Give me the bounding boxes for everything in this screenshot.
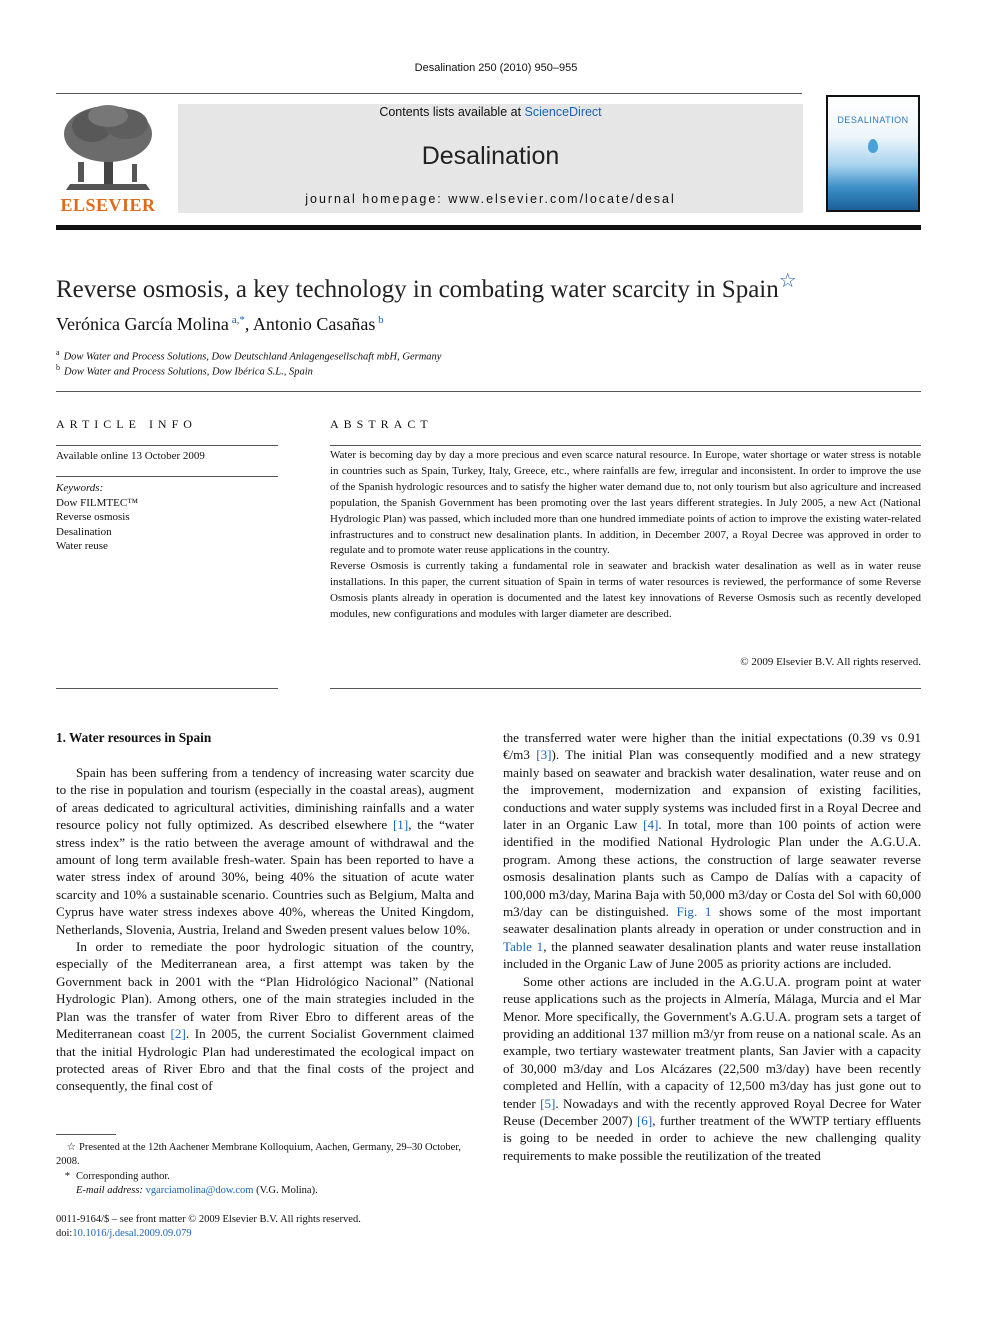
top-rule bbox=[56, 93, 802, 94]
elsevier-logo[interactable] bbox=[56, 102, 160, 216]
footnote-email bbox=[56, 1184, 476, 1198]
author-name[interactable]: Antonio Casañas bbox=[252, 314, 376, 334]
issn-line: 0011-9164/$ – see front matter © 2009 Elsevier B.V. All rights reserved. bbox=[56, 1214, 361, 1225]
keyword: Dow FILMTEC™ bbox=[56, 496, 138, 509]
affiliation-a bbox=[56, 348, 441, 363]
doi-prefix: doi: bbox=[56, 1228, 73, 1239]
body-text: . In 2005, the current Socialist Government claimed that the initial Hydrologic Plan had underestimated the ecological impact on protected areas of River Ebro and that the final costs of the project and consequently, the final cost of bbox=[56, 1026, 474, 1094]
body-text: the transferred water were higher than the initial expectations (0.39 vs 0.91 €/m3 bbox=[503, 730, 921, 763]
citation-link[interactable]: [1] bbox=[392, 817, 409, 833]
section-heading: 1. Water resources in Spain bbox=[56, 730, 212, 745]
body-paragraph bbox=[56, 938, 474, 1095]
body-text: Spain has been suffering from a tendency of increasing water scarcity due to the rise in population and tourism (especially in the coastal areas), augment of areas dedicated to agricultural activities, diminishing rainfalls and a water resource policy not fully optimized. As described elsewhere bbox=[56, 765, 474, 833]
abstract-paragraph: Water is becoming day by day a more precious and even scarce natural resource. In Europe, water shortage or water stress is notable in countries such as Spain, Turkey, Italy, Greece, etc., where rainfalls are few, irregular and inconsistent. In order to improve the use of the Spanish hydrologic resources and to satisfy the higher water demand due to, not only tourism but also agriculture and increased population, the Spanish Government has been promoting over the last years different strategies. In July 2005, a new Act (National Hydrologic Plan) was passed, which included more than one hundred immediate points of action to improve the existing water-related infrastructures and to construct new desalination plants. In addition, in December 2007, a Royal Decree was approved in order to regulate and to promote water reuse applications in the country. bbox=[330, 449, 921, 557]
affiliation-b bbox=[56, 363, 313, 378]
citation-link[interactable]: [3] bbox=[536, 747, 552, 763]
body-paragraph bbox=[503, 973, 921, 1164]
abstract-text bbox=[330, 448, 921, 623]
body-paragraph bbox=[503, 729, 921, 973]
keyword: Water reuse bbox=[56, 540, 108, 553]
header-rule bbox=[56, 225, 921, 230]
elsevier-wordmark: ELSEVIER bbox=[60, 195, 156, 215]
abstract-paragraph: Reverse Osmosis is currently taking a fundamental role in seawater and brackish water desalination as well as in water reuse installations. In this paper, the current situation of Spain in terms of water resources is reviewed, the performance of some Reverse Osmosis plants already in operation is documented and the latest key innovations of Reverse Osmosis such as recently developed modules, new configurations and modules with larger diameter are described. bbox=[330, 560, 921, 621]
title-footnote-star-icon[interactable]: ☆ bbox=[778, 270, 797, 292]
author-list bbox=[56, 314, 384, 335]
article-info-rule bbox=[56, 445, 278, 446]
article-title-text: Reverse osmosis, a key technology in combating water scarcity in Spain bbox=[56, 276, 779, 303]
citation-link[interactable]: Table 1 bbox=[503, 938, 544, 954]
body-text: shows some of the most important seawater desalination plants already in operation or under construction and in bbox=[503, 904, 921, 937]
sciencedirect-link[interactable]: ScienceDirect bbox=[524, 105, 602, 119]
cover-title: DESALINATION bbox=[837, 115, 909, 125]
water-drop-icon bbox=[868, 139, 878, 153]
body-paragraph bbox=[56, 764, 474, 938]
body-text: In order to remediate the poor hydrologic situation of the country, especially of the Mediterranean area, a first attempt was taken by the Government back in 2001 with the “Plan Hidrológico Nacional” (National Hydrologic Plan). Among others, one of the main strategies included in the Plan was the transfer of water from River Ebro to different areas of the Mediterranean coast bbox=[56, 939, 474, 1042]
journal-banner bbox=[178, 104, 803, 213]
email-suffix: (V.G. Molina). bbox=[256, 1185, 318, 1196]
journal-citation: Desalination 250 (2010) 950–955 bbox=[414, 62, 578, 74]
copyright-notice: © 2009 Elsevier B.V. All rights reserved. bbox=[740, 656, 921, 668]
abstract-rule bbox=[330, 688, 921, 689]
article-info-rule bbox=[56, 688, 278, 689]
email-link[interactable]: vgarciamolina@dow.com bbox=[145, 1185, 254, 1196]
citation-link[interactable]: [5] bbox=[540, 1095, 556, 1111]
issn-block bbox=[56, 1213, 361, 1241]
body-text: , the planned seawater desalination plants and water reuse installation included in the Organic Law of June 2005 as priority actions are included. bbox=[503, 938, 921, 972]
contents-prefix: Contents lists available at bbox=[379, 105, 522, 119]
article-info-heading: ARTICLE INFO bbox=[56, 417, 197, 431]
affiliation-label: b bbox=[56, 363, 60, 372]
article-title bbox=[56, 268, 797, 304]
doi-link[interactable]: 10.1016/j.desal.2009.09.079 bbox=[72, 1228, 192, 1239]
keywords-block bbox=[56, 481, 138, 554]
author-sup[interactable]: b bbox=[378, 314, 384, 326]
abstract-rule bbox=[330, 445, 921, 446]
footnote-presented bbox=[56, 1141, 476, 1169]
author-separator: , bbox=[244, 314, 253, 334]
affiliation-label: a bbox=[56, 348, 60, 357]
body-column-left bbox=[56, 764, 474, 1095]
contents-line bbox=[178, 105, 803, 119]
footnote-rule bbox=[56, 1134, 116, 1135]
citation-link[interactable]: [6] bbox=[636, 1112, 653, 1128]
keyword: Desalination bbox=[56, 525, 112, 538]
author-name[interactable]: Verónica García Molina bbox=[56, 314, 229, 334]
keyword: Reverse osmosis bbox=[56, 511, 130, 524]
body-text: Some other actions are included in the A.G.U.A. program point at water reuse applications such as the projects in Almería, Málaga, Murcia and el Mar Menor. More specifically, the Government's A.G.U.A. program sets a target of providing an additional 137 million m3/yr from reuse on a national scale. As an example, two tertiary wastewater treatment plants, San Javier with a capacity of 30,000 m3/day and Los Alcázares (22,500 m3/day) have been recently completed and Hellín, with a capacity of 12,500 m3/day has just gone out to tender bbox=[503, 973, 921, 1111]
abstract-heading: ABSTRACT bbox=[330, 417, 433, 431]
citation-link[interactable]: [4] bbox=[643, 817, 659, 833]
email-label: E-mail address: bbox=[76, 1185, 143, 1196]
journal-cover-image[interactable] bbox=[826, 95, 920, 212]
affiliation-text: Dow Water and Process Solutions, Dow Deutschland Anlagengesellschaft mbH, Germany bbox=[63, 351, 442, 363]
body-column-right bbox=[503, 729, 921, 1164]
body-text: . Nowadays and with the recently approved Royal Decree for Water Reuse (December 2007) bbox=[503, 1095, 921, 1128]
footnote-corresponding bbox=[56, 1170, 476, 1184]
tree-icon bbox=[56, 102, 160, 194]
journal-name: Desalination bbox=[421, 142, 560, 170]
citation-link[interactable]: Fig. 1 bbox=[676, 904, 712, 920]
author-sup[interactable]: a,* bbox=[231, 314, 245, 326]
body-text: ). The initial Plan was consequently modified and a new strategy mainly based on seawater and brackish water desalination, water reuse and on the improvement, modernization and expansion of existing facilities, conductions and water supply systems was included first in a Royal Decree and later in an Organic Law bbox=[503, 747, 921, 833]
article-info-rule bbox=[56, 476, 278, 477]
body-text: , the “water stress index” is the ratio between the average amount of withdrawal and the amount of long term available fresh-water. Spain has been reported to have a water stress index of around 30%, being 40% the situation of acute water scarcity and 10% a sustainable scenario. Countries such as Belgium, Malta and Cyprus have water stress indexes above 40%, whereas the United Kingdom, Netherlands, Slovenia, Austria, Ireland and Sweden present values below 10%. bbox=[56, 817, 474, 937]
body-text: . In total, more than 100 points of action were identified in the modified National Hydrologic Plan under the A.G.U.A. program. Among these actions, the construction of large seawater reverse osmosis desalination plants such as Campo de Dalías with a capacity of 100,000 m3/day, Marina Baja with 50,000 m3/day or Costa del Sol with 60,000 m3/day can be distinguished. bbox=[503, 817, 921, 920]
section-rule bbox=[56, 391, 921, 392]
keywords-label: Keywords: bbox=[56, 482, 104, 494]
footnote-asterisk: * bbox=[64, 1171, 70, 1182]
available-online: Available online 13 October 2009 bbox=[56, 450, 205, 462]
footnote-text: Presented at the 12th Aachener Membrane Kolloquium, Aachen, Germany, 29–30 October, 2008. bbox=[56, 1142, 462, 1167]
footnote-star-icon: ☆ bbox=[66, 1142, 76, 1153]
journal-homepage-link[interactable]: journal homepage: www.elsevier.com/locate/desal bbox=[305, 192, 676, 206]
footnote-text: Corresponding author. bbox=[76, 1171, 170, 1182]
affiliation-text: Dow Water and Process Solutions, Dow Ibérica S.L., Spain bbox=[64, 366, 313, 378]
body-text: , further treatment of the WWTP tertiary effluents is going to be needed in order to achieve the new challenging quality requirements to make possible the reutilization of the treated bbox=[503, 1112, 921, 1163]
citation-link[interactable]: [2] bbox=[170, 1026, 186, 1042]
